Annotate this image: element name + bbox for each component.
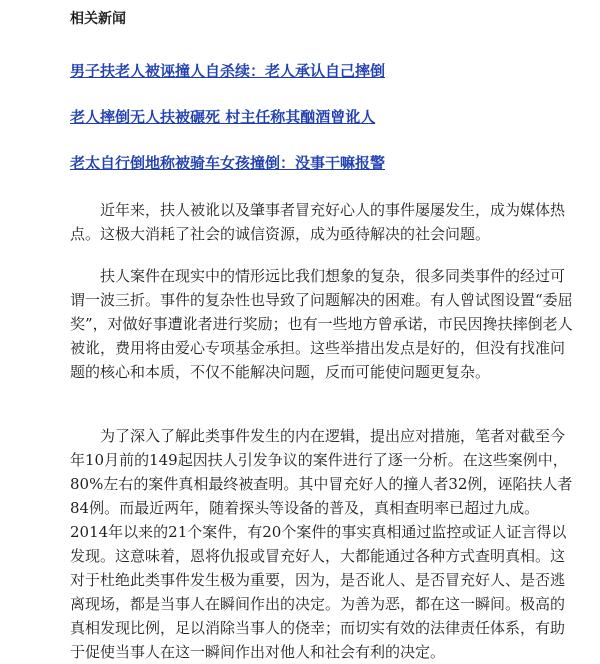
related-news-link-3[interactable]: 老太自行倒地称被骑车女孩撞倒：没事干嘛报警 <box>70 154 386 172</box>
article-paragraph-2: 扶人案件在现实中的情形远比我们想象的复杂，很多同类事件的经过可谓一波三折。事件的复杂性也导致了问题解决的困难。有人曾试图设置“委屈奖”，对做好事遭讹者进行奖励；也有一些地方曾承诺，市民因搀扶摔倒老人被讹，费用将由爱心专项基金承担。这些举措出发点是好的，但没有找准问题的核心和本质，不仅不能解决问题，反而可能使问题更复杂。 <box>70 267 573 381</box>
related-news-link-2[interactable]: 老人摔倒无人扶被碾死 村主任称其酗酒曾讹人 <box>70 108 376 126</box>
related-news-heading: 相关新闻 <box>70 11 126 27</box>
article-paragraph-3: 为了深入了解此类事件发生的内在逻辑，提出应对措施，笔者对截至今年10月前的149起因扶人引发争议的案件进行了逐一分析。在这些案例中，80%左右的案件真相最终被查明。其中冒充好人的撞人者32例，诬陷扶人者84例。而最近两年，随着探头等设备的普及，真相查明率已超过九成。2014年以来的21个案件，有20个案件的事实真相通过监控或证人证言得以发现。这意味着，恩将仇报或冒充好人，大都能通过各种方式查明真相。这对于杜绝此类事件发生极为重要，因为，是否讹人、是否冒充好人、是否逃离现场，都是当事人在瞬间作出的决定。为善为恶，都在这一瞬间。极高的真相发现比例，足以消除当事人的侥幸；而切实有效的法律责任体系，有助于促使当事人在这一瞬间作出对他人和社会有利的决定。 <box>70 427 573 661</box>
article-paragraph-1: 近年来，扶人被讹以及肇事者冒充好心人的事件屡屡发生，成为媒体热点。这极大消耗了社会的诚信资源，成为亟待解决的社会问题。 <box>70 201 566 243</box>
related-news-link-1[interactable]: 男子扶老人被诬撞人自杀续：老人承认自己摔倒 <box>70 62 386 80</box>
